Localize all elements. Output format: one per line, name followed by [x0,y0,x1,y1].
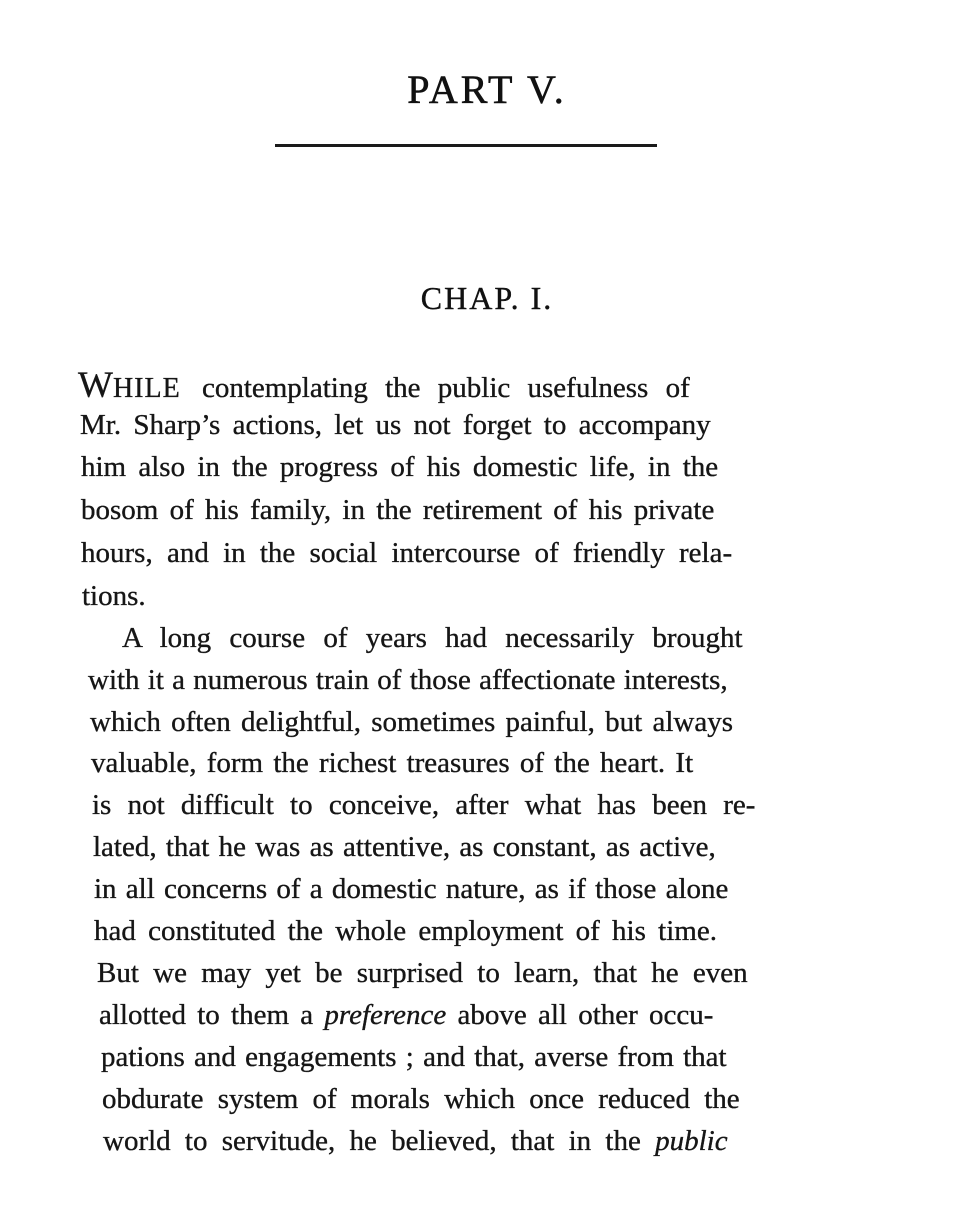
first-line-rest: contemplating the public usefulness of [201,372,690,404]
text-line: obdurate system of morals which once reduced the [102,1083,740,1115]
text-line: But we may yet be surprised to learn, that he even [97,957,748,989]
text-line: bosom of his family, in the retirement of his private [81,494,715,526]
text-line: him also in the progress of his domestic life, in the [81,451,719,483]
line-15-before: allotted to them a [99,999,325,1031]
text-line: Mr. Sharp’s actions, let us not forget to accompany [80,409,711,441]
line-15-italic: preference [324,999,447,1031]
line-18-before: world to servitude, he believed, that in the [103,1125,656,1157]
text-line: A long course of years had necessarily brought [122,622,743,654]
dropcap: W [78,365,113,406]
line-18-italic: public [655,1125,728,1157]
text-line: in all concerns of a domestic nature, as if those alone [94,873,729,905]
text-line: lated, that he was as attentive, as constant, as active, [93,831,716,863]
text-line: pations and engagements ; and that, averse from that [101,1041,727,1073]
text-line: hours, and in the social intercourse of friendly rela- [81,537,733,569]
chapter-title: CHAP. I. [420,280,554,316]
part-title: PART V. [407,67,567,112]
text-line: which often delightful, sometimes painful, but always [90,706,733,738]
text-line-18 [103,1125,728,1158]
text-line: is not difficult to conceive, after what has been re- [92,789,756,821]
opening-word: HILE [112,373,181,404]
text-line-15 [99,999,713,1032]
first-line [78,364,878,407]
text-line: with it a numerous train of those affectionate interests, [88,664,728,696]
title-rule [275,144,657,147]
text-line: tions. [82,580,146,612]
text-line: had constituted the whole employment of his time. [94,915,717,947]
line-15-after: above all other occu- [446,999,714,1031]
text-line: valuable, form the richest treasures of the heart. It [91,747,694,779]
